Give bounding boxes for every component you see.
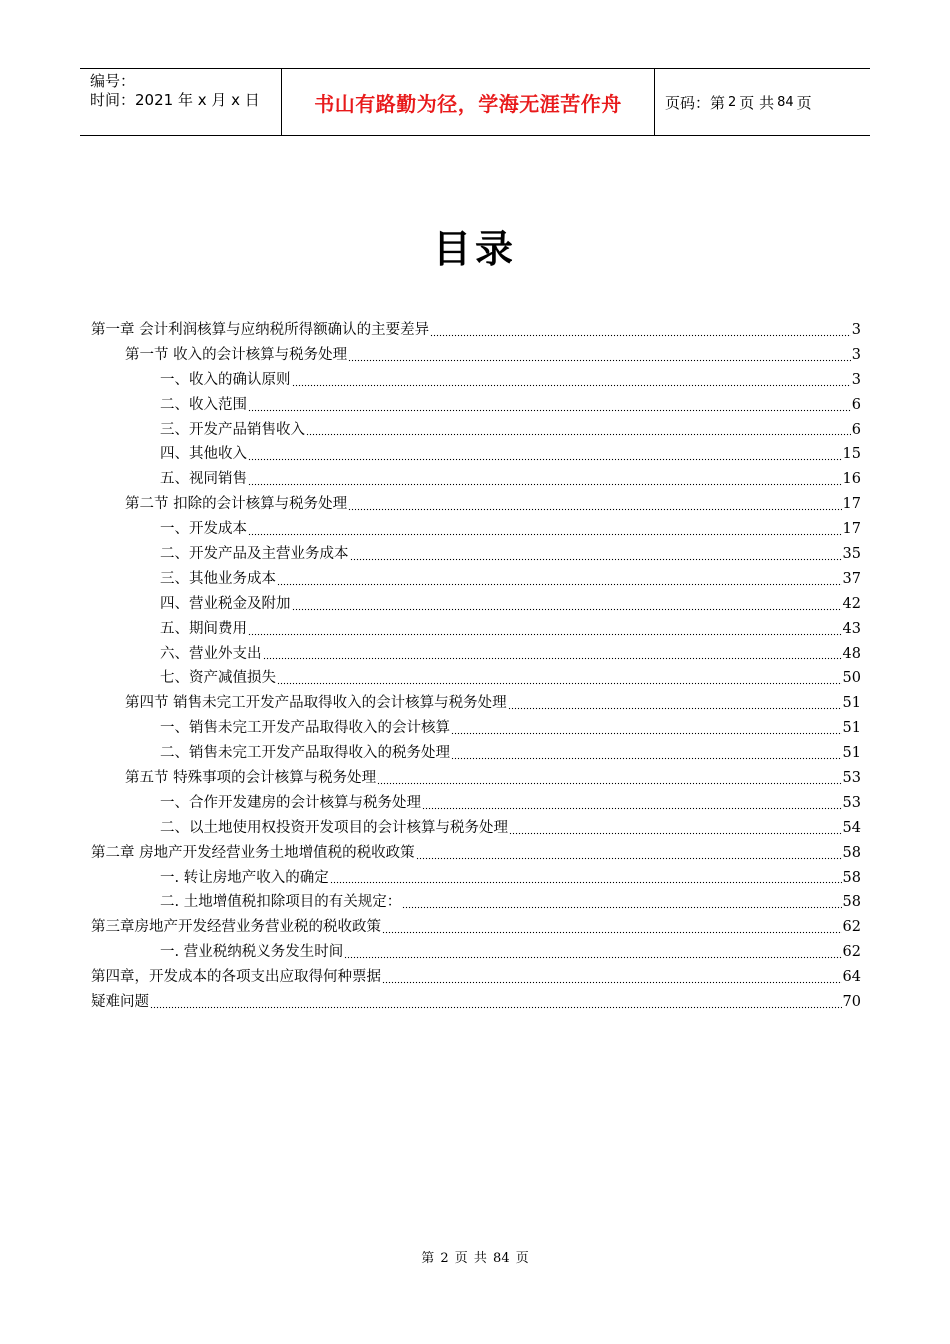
toc-entry-page: 43 — [842, 620, 861, 637]
toc-dot-leader — [150, 994, 842, 1010]
toc-entry-label: 一. 转让房地产收入的确定 — [160, 869, 329, 886]
toc-entry[interactable] — [91, 915, 861, 940]
toc-entry-label: 七、资产减值损失 — [160, 670, 276, 687]
toc-entry[interactable] — [91, 617, 861, 642]
toc-entry-page: 35 — [842, 546, 861, 563]
toc-entry-page: 58 — [842, 844, 861, 861]
toc-entry[interactable] — [91, 816, 861, 841]
toc-entry[interactable] — [91, 318, 861, 343]
toc-entry-page: 58 — [842, 869, 861, 886]
toc-dot-leader — [382, 919, 842, 935]
toc-entry-page: 50 — [842, 670, 861, 687]
toc-entry[interactable] — [91, 492, 861, 517]
toc-entry-page: 48 — [842, 645, 861, 662]
toc-entry[interactable] — [91, 716, 861, 741]
toc-entry-label: 二、收入范围 — [160, 396, 247, 413]
toc-entry-page: 3 — [851, 322, 861, 338]
toc-entry-page: 64 — [842, 969, 861, 986]
toc-entry-label: 一、合作开发建房的会计核算与税务处理 — [160, 794, 421, 811]
toc-entry-label: 第四节 销售未完工开发产品取得收入的会计核算与税务处理 — [125, 695, 507, 712]
toc-entry-label: 三、其他业务成本 — [160, 570, 276, 587]
toc-entry-label: 一、销售未完工开发产品取得收入的会计核算 — [160, 720, 450, 737]
toc-entry[interactable] — [91, 691, 861, 716]
toc-dot-leader — [451, 720, 842, 736]
toc-entry-label: 一、收入的确认原则 — [160, 371, 291, 388]
header-motto: 书山有路勤为径，学海无涯苦作舟 — [282, 69, 655, 135]
toc-entry-label: 第五节 特殊事项的会计核算与税务处理 — [125, 770, 377, 787]
toc-dot-leader — [348, 496, 841, 512]
toc-entry-page: 17 — [842, 496, 861, 513]
toc-entry[interactable] — [91, 791, 861, 816]
toc-entry-page: 51 — [842, 745, 861, 762]
toc-entry[interactable] — [91, 592, 861, 617]
page-prefix: 页码：第 — [665, 93, 726, 112]
toc-dot-leader — [248, 397, 851, 413]
toc-entry-page: 17 — [842, 521, 861, 538]
toc-dot-leader — [402, 894, 841, 910]
toc-entry-page: 3 — [851, 346, 861, 363]
table-of-contents — [91, 318, 861, 1015]
toc-entry[interactable] — [91, 642, 861, 667]
toc-entry[interactable] — [91, 418, 861, 443]
header-page-info — [655, 69, 870, 135]
toc-dot-leader — [277, 670, 842, 686]
toc-dot-leader — [248, 471, 842, 487]
toc-entry[interactable] — [91, 940, 861, 965]
toc-entry[interactable] — [91, 368, 861, 393]
toc-dot-leader — [248, 621, 842, 637]
page-middle: 页 共 — [739, 93, 775, 112]
toc-dot-leader — [451, 745, 842, 761]
toc-dot-leader — [422, 795, 842, 811]
toc-entry-label: 第四章，开发成本的各项支出应取得何种票据 — [91, 969, 381, 986]
toc-entry-page: 15 — [842, 446, 861, 463]
toc-entry-label: 第一章 会计利润核算与应纳税所得额确认的主要差异 — [91, 322, 430, 338]
toc-entry-page: 62 — [842, 919, 861, 936]
toc-entry-page: 53 — [842, 770, 861, 787]
toc-entry-page: 42 — [842, 595, 861, 612]
toc-entry-label: 二、以土地使用权投资开发项目的会计核算与税务处理 — [160, 819, 508, 836]
document-time-label: 时间：2021 年 x 月 x 日 — [90, 91, 260, 109]
toc-entry[interactable] — [91, 467, 861, 492]
toc-entry-label: 三、开发产品销售收入 — [160, 421, 305, 438]
toc-entry[interactable] — [91, 890, 861, 915]
toc-entry[interactable] — [91, 666, 861, 691]
toc-entry[interactable] — [91, 741, 861, 766]
toc-dot-leader — [508, 695, 842, 711]
toc-entry-page: 6 — [851, 421, 861, 438]
toc-dot-leader — [263, 645, 842, 661]
toc-entry-label: 第一节 收入的会计核算与税务处理 — [125, 346, 348, 363]
toc-entry[interactable] — [91, 841, 861, 866]
toc-dot-leader — [350, 546, 842, 562]
toc-entry-page: 58 — [842, 894, 861, 911]
toc-entry-page: 70 — [842, 994, 861, 1011]
toc-entry-label: 六、营业外支出 — [160, 645, 262, 662]
toc-dot-leader — [330, 869, 842, 885]
page-footer: 第 2 页 共 84 页 — [421, 1251, 529, 1266]
toc-entry-page: 51 — [842, 720, 861, 737]
toc-entry-page: 54 — [842, 819, 861, 836]
toc-dot-leader — [344, 944, 841, 960]
toc-dot-leader — [292, 372, 851, 388]
page-total: 84 — [777, 94, 794, 110]
toc-entry-label: 一. 营业税纳税义务发生时间 — [160, 944, 344, 961]
toc-entry-label: 第二节 扣除的会计核算与税务处理 — [125, 496, 348, 513]
toc-entry[interactable] — [91, 990, 861, 1015]
page-title: 目录 — [432, 227, 517, 271]
toc-dot-leader — [248, 446, 842, 462]
toc-entry[interactable] — [91, 393, 861, 418]
toc-entry[interactable] — [91, 343, 861, 368]
toc-dot-leader — [416, 845, 842, 861]
toc-dot-leader — [348, 347, 851, 363]
toc-entry[interactable] — [91, 567, 861, 592]
toc-entry-page: 3 — [851, 371, 861, 388]
toc-entry-label: 四、其他收入 — [160, 446, 247, 463]
page-suffix: 页 — [796, 93, 812, 112]
toc-entry-page: 6 — [851, 396, 861, 413]
toc-entry-label: 五、视同销售 — [160, 471, 247, 488]
toc-dot-leader — [509, 820, 842, 836]
toc-dot-leader — [382, 969, 842, 985]
toc-dot-leader — [306, 421, 851, 437]
toc-entry-label: 四、营业税金及附加 — [160, 595, 291, 612]
toc-entry-label: 五、期间费用 — [160, 620, 247, 637]
toc-entry-page: 37 — [842, 570, 861, 587]
toc-entry-label: 二. 土地增值税扣除项目的有关规定： — [160, 894, 402, 911]
toc-entry-page: 51 — [842, 695, 861, 712]
toc-entry-label: 疑难问题 — [91, 994, 149, 1011]
toc-dot-leader — [292, 596, 842, 612]
toc-entry[interactable] — [91, 866, 861, 891]
toc-entry-label: 第二章 房地产开发经营业务土地增值税的税收政策 — [91, 844, 415, 861]
header-info — [80, 69, 282, 135]
document-number-label: 编号： — [90, 72, 136, 90]
toc-entry-label: 第三章房地产开发经营业务营业税的税收政策 — [91, 919, 381, 936]
toc-entry-label: 一、开发成本 — [160, 521, 247, 538]
toc-entry[interactable] — [91, 542, 861, 567]
toc-entry[interactable] — [91, 965, 861, 990]
toc-entry-page: 62 — [842, 944, 861, 961]
toc-entry-page: 16 — [842, 471, 861, 488]
toc-entry-page: 53 — [842, 794, 861, 811]
toc-entry[interactable] — [91, 442, 861, 467]
toc-dot-leader — [277, 571, 842, 587]
toc-entry-label: 二、销售未完工开发产品取得收入的税务处理 — [160, 745, 450, 762]
toc-entry[interactable] — [91, 766, 861, 791]
toc-entry[interactable] — [91, 517, 861, 542]
toc-dot-leader — [248, 521, 842, 537]
toc-entry-label: 二、开发产品及主营业务成本 — [160, 546, 349, 563]
page-current: 2 — [728, 94, 737, 110]
toc-dot-leader — [377, 770, 841, 786]
page-header — [80, 68, 870, 136]
toc-dot-leader — [430, 322, 851, 338]
